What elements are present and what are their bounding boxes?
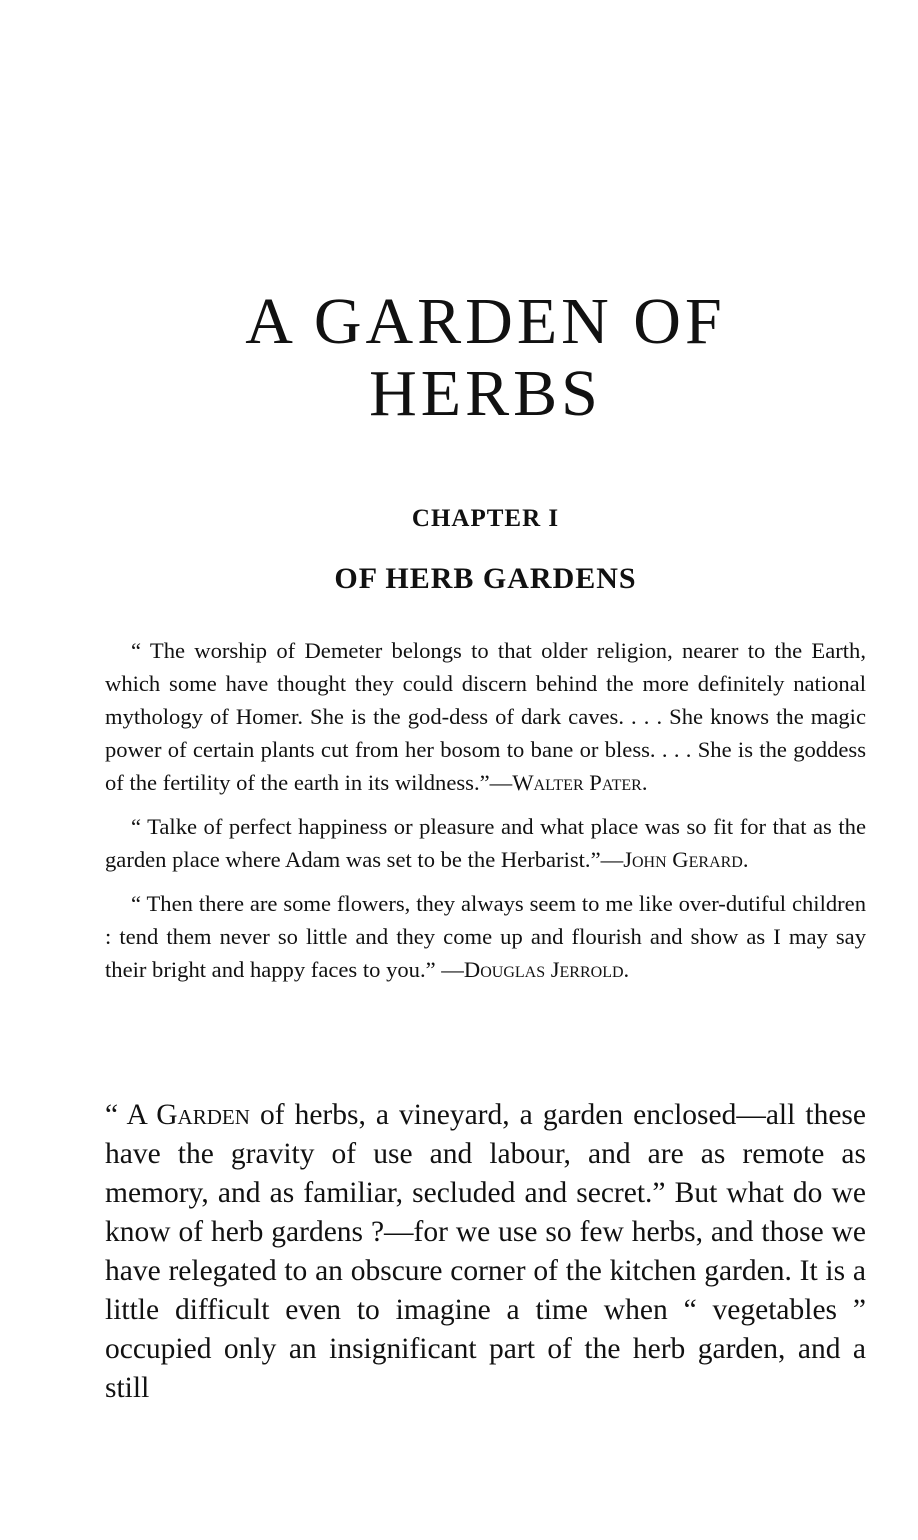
chapter-title: OF HERB GARDENS: [334, 562, 637, 595]
body-opening: “ A: [105, 1099, 157, 1131]
epigraph-quote: “ Then there are some flowers, they always seem to me like over-dutiful children : tend them never so little and they come up and flourish and show as I may say their bright and happy faces to you.” —: [105, 891, 866, 982]
chapter-number: CHAPTER I: [411, 505, 560, 532]
epigraph-author: John Gerard.: [623, 847, 749, 872]
epigraph-quote: “ The worship of Demeter belongs to that older religion, nearer to the Earth, which some have thought they could discern behind the more definitely national mythology of Homer. She is the god-dess of dark caves. . . . She knows the magic power of certain plants cut from her bosom to bane or bless. . . . She is the goddess of the fertility of the earth in its wildness.”—: [105, 638, 866, 795]
epigraph-list: [105, 634, 866, 997]
epigraph-gerard: [105, 810, 866, 876]
book-title-line-1: A GARDEN OF: [245, 285, 726, 358]
body-opening-word: Garden: [156, 1099, 250, 1131]
body-paragraph: [105, 1096, 866, 1408]
book-title: [105, 286, 866, 430]
book-title-line-2: HERBS: [369, 357, 602, 430]
epigraph-jerrold: [105, 887, 866, 986]
epigraph-quote: “ Talke of perfect happiness or pleasure and what place was so fit for that as the garden place where Adam was set to be the Herbarist.”—: [105, 814, 866, 872]
epigraph-author: Douglas Jerrold.: [463, 957, 630, 982]
epigraph-pater: [105, 634, 866, 799]
epigraph-author: Walter Pater.: [512, 770, 648, 795]
body-text: of herbs, a vineyard, a garden enclosed—all these have the gravity of use and labour, and are as remote as memory, and as familiar, secluded and secret.” But what do we know of herb gardens ?—for we use so few herbs, and those we have relegated to an obscure corner of the kitchen garden. It is a little difficult even to imagine a time when “ vegetables ” occupied only an insignificant part of the herb garden, and a still: [105, 1099, 866, 1404]
